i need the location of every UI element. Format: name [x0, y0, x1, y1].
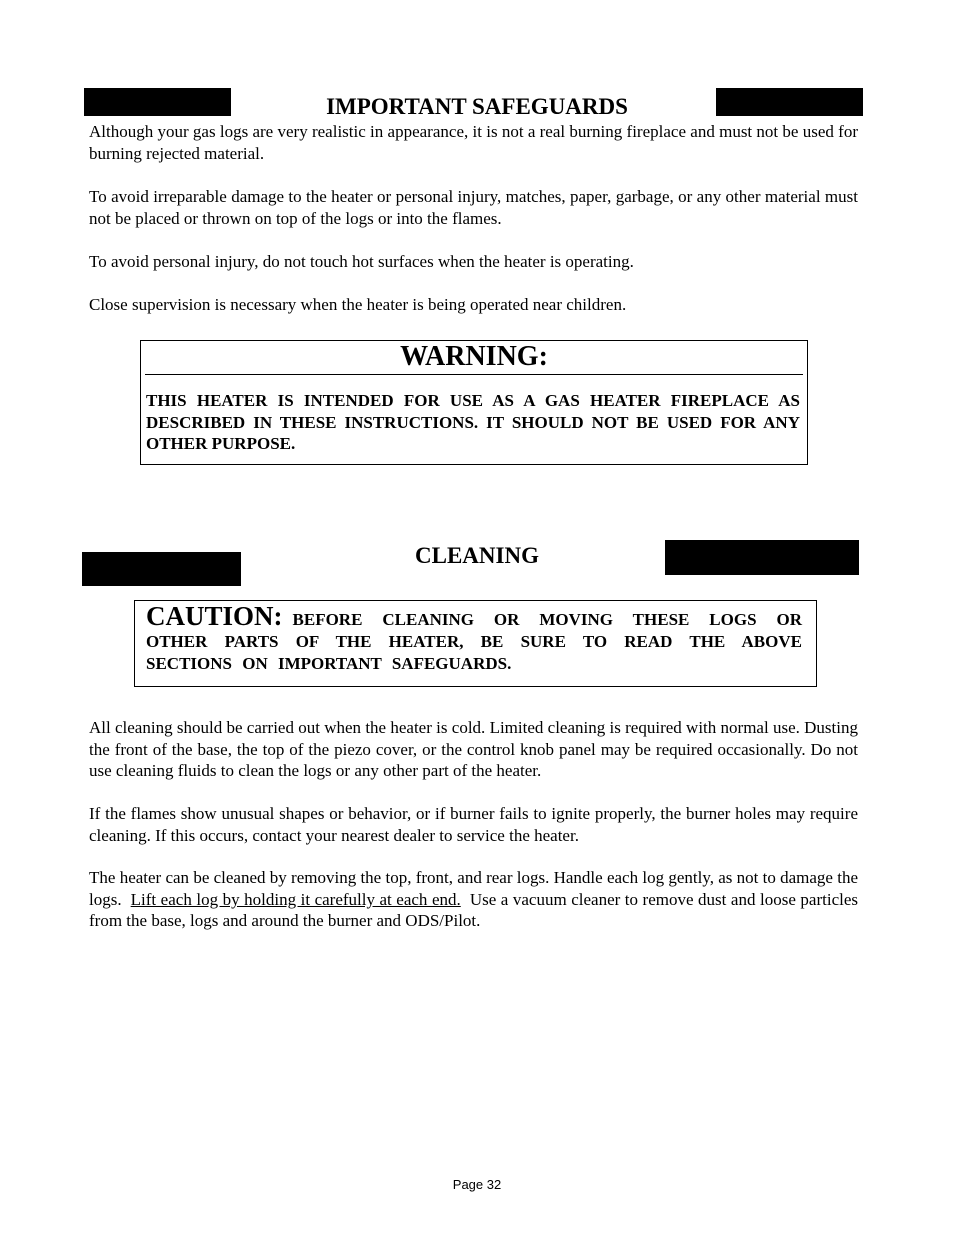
caution-label: CAUTION: [146, 601, 283, 631]
page-number: Page 32 [452, 1177, 502, 1192]
cleaning-text: Use a vacuum cleaner to remove dust and loose particles from the base, logs and around the burner and ODS/Pilot. [89, 889, 858, 931]
caution-text: BEFORE CLEANING OR MOVING THESE LOGS OR OTHER PARTS OF THE HEATER, BE SURE TO READ THE ABOVE SECTIONS ON IMPORTANT SAFEGUARDS. [146, 610, 802, 673]
cleaning-paragraph [89, 867, 858, 932]
safeguards-paragraph: Close supervision is necessary when the heater is being operated near children. [89, 295, 627, 314]
cleaning-text: The heater can be cleaned by removing the top, front, and rear logs. Handle each log gently, as not to damage the logs. [89, 868, 858, 909]
warning-box [140, 340, 808, 465]
cleaning-paragraph: All cleaning should be carried out when the heater is cold. Limited cleaning is required with normal use. Dusting the front of the base, the top of the piezo cover, or the control knob panel may be required occasionally. Do not use cleaning fluids to clean the logs or any other part of the heater. [89, 718, 858, 781]
warning-divider [145, 374, 803, 375]
caution-notice [146, 601, 802, 675]
safeguards-heading: IMPORTANT SAFEGUARDS [326, 94, 628, 119]
cleaning-paragraph: If the flames show unusual shapes or behavior, or if burner fails to ignite properly, the burner holes may require cleaning. If this occurs, contact your nearest dealer to service the heater. [89, 804, 858, 845]
safeguards-paragraph: To avoid personal injury, do not touch hot surfaces when the heater is operating. [89, 252, 634, 271]
warning-text: THIS HEATER IS INTENDED FOR USE AS A GAS HEATER FIREPLACE AS DESCRIBED IN THESE INSTRUCTIONS. IT SHOULD NOT BE USED FOR ANY OTHER PURPOSE. [146, 391, 800, 454]
cleaning-underlined-instruction: Lift each log by holding it carefully at each end. [130, 889, 461, 909]
caution-box [134, 600, 817, 687]
safeguards-paragraph: To avoid irreparable damage to the heater or personal injury, matches, paper, garbage, or any other material must not be placed or thrown on top of the logs or into the flames. [89, 187, 858, 228]
cleaning-heading: CLEANING [415, 543, 539, 568]
warning-title: WARNING: [400, 341, 548, 372]
safeguards-paragraph: Although your gas logs are very realistic in appearance, it is not a real burning fireplace and must not be used for burning rejected material. [89, 122, 858, 163]
